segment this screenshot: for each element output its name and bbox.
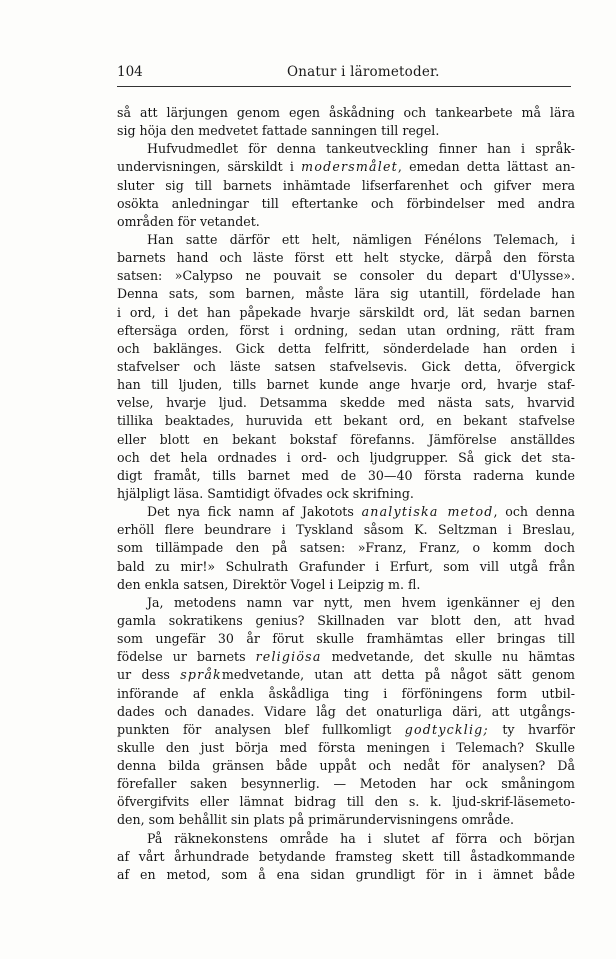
text-line [117,721,575,739]
text-line: i ord, i det han påpekade hvarje särskildt ord, lät sedan barnen [117,304,575,320]
text-line: barnets hand och läste först ett helt stycke, därpå den första [117,250,575,266]
text-run: punkten för analysen blef fullkomligt [117,721,405,737]
running-head: Onatur i lärometoder. [287,64,440,80]
text-run: ur dess [117,667,181,683]
text-line: som ungefär 30 år förut skulle framhämtas eller bringas till [117,631,575,647]
text-line: På räknekonstens område ha i slutet af förra och början [147,830,575,846]
text-line: som tillämpade den på satsen: »Franz, Franz, o komm doch [117,540,575,556]
text-line: dades och danades. Vidare låg det onaturliga däri, att utgångs- [117,703,575,719]
text-run: , emedan detta lättast an- [397,159,575,175]
text-line: digt framåt, tills barnet med de 30—40 första raderna kunde [117,467,575,483]
text-line: sluter sig till barnets inhämtade lifserfarenhet och gifver mera [117,177,575,193]
text-line: gamla sokratikens genius? Skillnaden var blott den, att hvad [117,612,575,628]
text-line: och baklänges. Gick detta felfritt, sönderdelade han orden i [117,340,575,356]
text-line: skulle den just börja med första meningen i Telemach? Skulle [117,739,575,755]
emphasized-text: godtycklig; [404,721,489,737]
text-run: undervisningen, särskildt i [117,159,302,175]
text-run: ty hvarför [488,721,575,737]
text-line: han till ljuden, tills barnet kunde ange hvarje ord, hvarje staf- [117,377,575,393]
emphasized-text: religiösa [255,649,322,665]
text-line: eller blott en bekant bokstaf förefanns. Jämförelse anställdes [117,431,575,447]
text-line: Han satte därför ett helt, nämligen Fénélons Telemach, i [147,231,575,247]
text-line: satsen: »Calypso ne pouvait se consoler du depart d'Ulysse». [117,268,575,284]
body-text [117,104,575,884]
text-line: sig höja den medvetet fattade sanningen till regel. [117,123,440,139]
text-line: den, som behållit sin plats på primärundervisningens område. [117,812,515,828]
text-line: Ja, metodens namn var nytt, men hvem igenkänner ej den [147,594,575,610]
text-line [117,158,575,176]
text-line: Denna sats, som barnen, måste lära sig utantill, fördelade han [117,286,575,302]
text-line: öfvergifvits eller lämnat bidrag till den s. k. ljud-skrif-läsemeto- [117,794,575,810]
text-line: förefaller saken besynnerlig. — Metoden har ock småningom [117,776,575,792]
text-line: velse, hvarje ljud. Detsamma skedde med nästa sats, hvarvid [117,395,575,411]
text-line: områden för vetandet. [117,213,260,229]
text-line: eftersäga orden, först i ordning, sedan utan ordning, rätt fram [117,322,575,338]
text-line: så att lärjungen genom egen åskådning och tankearbete må lära [117,105,575,120]
text-line: Hufvudmedlet för denna tankeutveckling finner han i språk- [147,141,575,157]
text-line: osökta anledningar till eftertanke och förbindelser med andra [117,195,575,211]
text-run: Det nya fick namn af Jakotots [147,504,362,520]
text-line: införande af enkla åskådliga ting i förföningens form utbil- [117,685,575,701]
text-line: stafvelser och läste satsen stafvelsevis. Gick detta, öfvergick [117,358,575,374]
text-run: medvetande, det skulle nu hämtas [321,649,575,665]
text-line: och det hela ordnades i ord- och ljudgrupper. Så gick det sta- [117,449,575,465]
text-line: af en metod, som å ena sidan grundligt för in i ämnet både [117,866,575,882]
text-line [117,648,575,666]
emphasized-text: analytiska metod [361,504,494,520]
text-line: bald zu mir!» Schulrath Grafunder i Erfurt, som vill utgå från [117,558,575,574]
emphasized-text: modersmålet [301,159,398,175]
text-run: födelse ur barnets [117,649,256,665]
page-header [117,64,571,84]
text-run: medvetande, utan att detta på något sätt genom [221,667,575,683]
text-line: hjälpligt läsa. Samtidigt öfvades ock skrifning. [117,485,414,501]
text-line: af vårt århundrade betydande framsteg skett till åstadkommande [117,848,575,864]
text-line [117,666,575,684]
text-line: erhöll flere beundrare i Tyskland såsom K. Seltzman i Breslau, [117,522,575,538]
text-line: tillika beaktades, huruvida ett bekant ord, en bekant stafvelse [117,413,575,429]
emphasized-text: språk [180,667,222,683]
text-line: den enkla satsen, Direktör Vogel i Leipzig m. fl. [117,576,421,592]
page-number: 104 [117,64,143,80]
text-line: denna bilda gränsen både uppåt och nedåt för analysen? Då [117,758,575,774]
text-line [117,503,575,521]
header-rule [117,86,571,87]
text-run: , och denna [493,504,575,520]
